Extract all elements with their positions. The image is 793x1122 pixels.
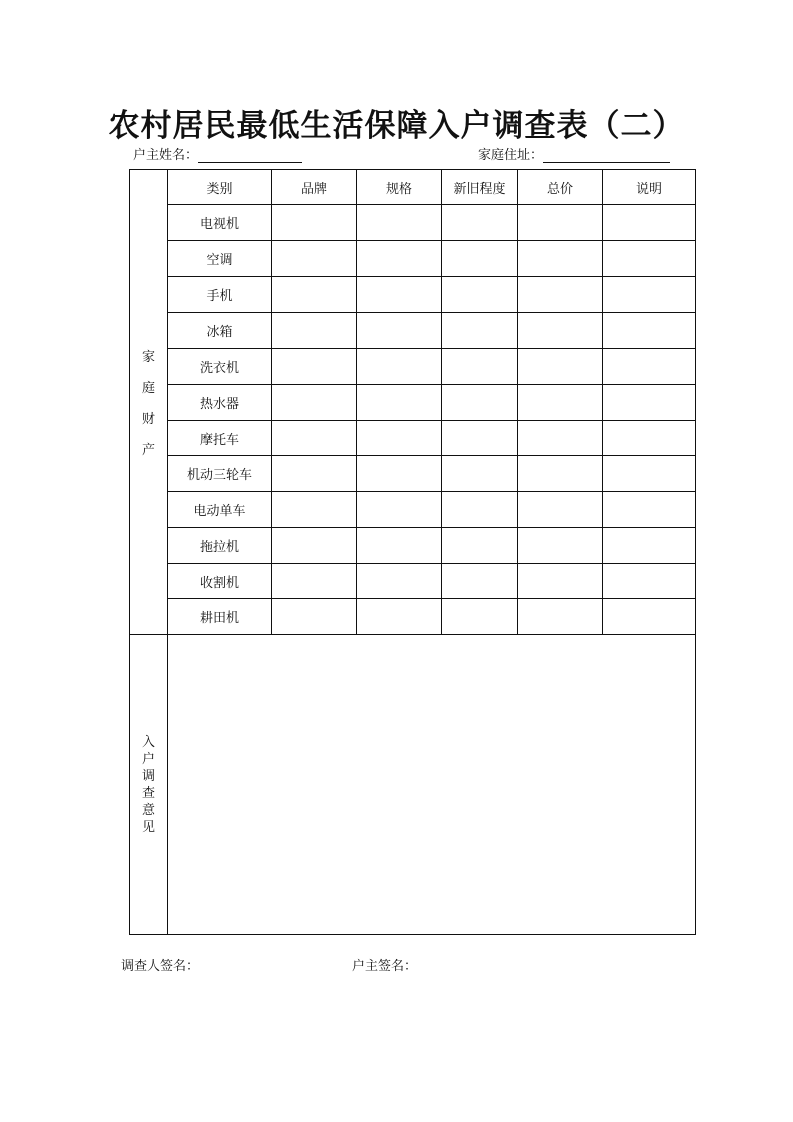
header-category: 类别	[206, 181, 233, 197]
row-label: 冰箱	[206, 325, 233, 340]
section-label-char: 家	[141, 350, 155, 365]
owner-name-blank[interactable]	[198, 148, 302, 163]
section-label-char: 见	[141, 819, 155, 835]
row-label: 收割机	[199, 575, 239, 591]
section-label-char: 庭	[141, 381, 155, 396]
section-label-char: 产	[141, 443, 155, 458]
page-title: 农村居民最低生活保障入户调查表（二）	[108, 108, 685, 144]
section-label-survey-opinion	[130, 635, 167, 934]
section-label-char: 财	[141, 412, 155, 427]
row-label: 手机	[206, 289, 233, 304]
section-label-char: 入	[141, 734, 155, 750]
row-label: 热水器	[199, 397, 239, 412]
address-field	[478, 144, 670, 163]
opinion-entry-area[interactable]	[168, 635, 695, 934]
section-label-char: 意	[141, 802, 155, 818]
section-label-char: 调	[141, 768, 155, 784]
row-label: 机动三轮车	[186, 468, 252, 483]
header-spec: 规格	[385, 181, 412, 197]
row-label: 电动单车	[193, 504, 246, 519]
section-label-char: 户	[141, 751, 155, 767]
header-notes: 说明	[635, 181, 662, 197]
section-label-household-property	[130, 170, 167, 634]
owner-signature-label: 户主签名：	[352, 959, 418, 974]
header-brand: 品牌	[300, 181, 327, 197]
header-condition: 新旧程度	[453, 181, 506, 197]
investigator-signature-label: 调查人签名：	[121, 959, 200, 974]
row-label: 耕田机	[199, 611, 239, 626]
row-label: 摩托车	[199, 432, 239, 448]
address-label: 家庭住址：	[478, 148, 544, 163]
header-total-price: 总价	[546, 181, 573, 197]
row-label: 洗衣机	[199, 361, 239, 376]
address-blank[interactable]	[543, 148, 670, 163]
section-label-char: 查	[141, 785, 155, 801]
row-label: 空调	[206, 253, 233, 268]
row-label: 拖拉机	[199, 540, 239, 555]
owner-name-field	[133, 144, 302, 163]
row-label: 电视机	[199, 217, 239, 232]
owner-name-label: 户主姓名：	[133, 148, 199, 163]
